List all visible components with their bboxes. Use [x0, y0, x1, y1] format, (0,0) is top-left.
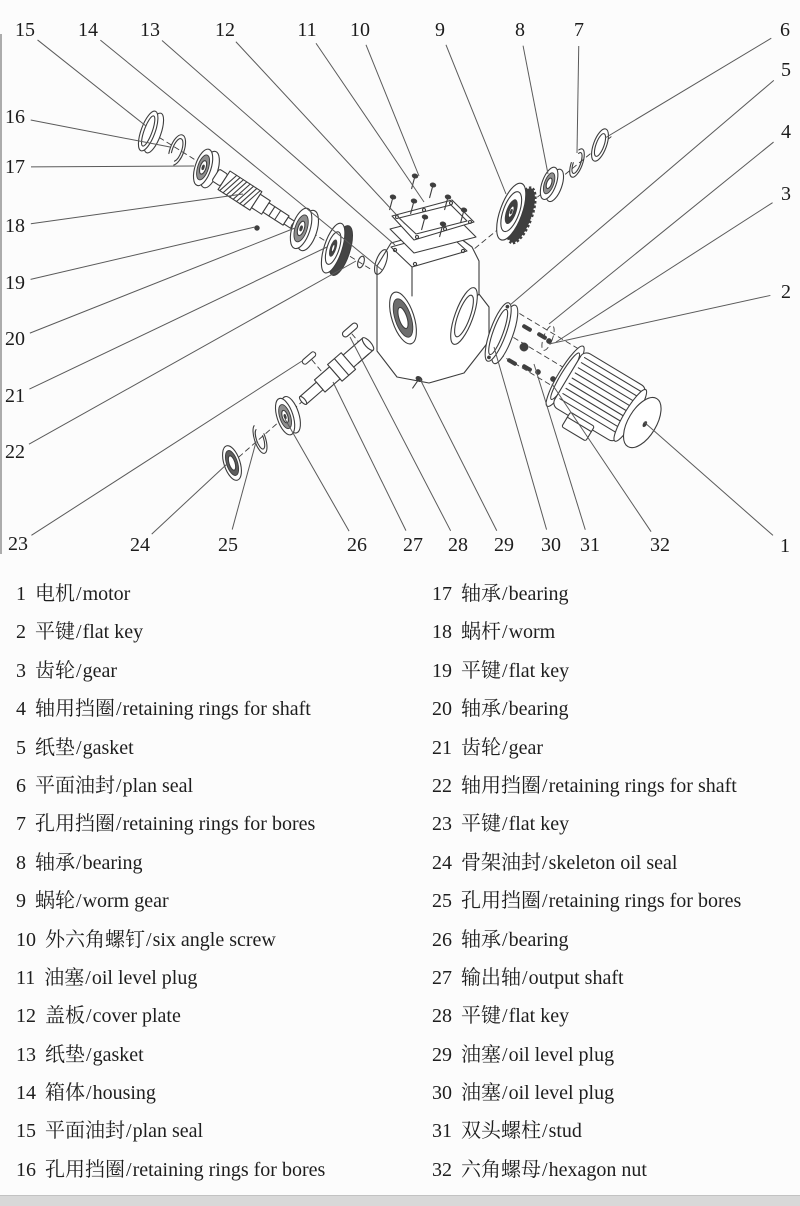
part-name-zh: 电机 [35, 583, 75, 605]
callout-leader-line [556, 203, 773, 342]
callout-leader-line [523, 46, 548, 174]
parts-list-item [16, 1074, 416, 1112]
part-name-zh: 轴承 [461, 698, 501, 721]
part-name-en: motor [82, 583, 131, 605]
callout-leader-line [31, 227, 255, 279]
part-number: 26 [432, 928, 452, 951]
part-name-en: gasket [92, 1043, 144, 1066]
part-name-zh: 纸垫 [35, 736, 75, 759]
part-name-en: stud [548, 1120, 582, 1143]
callout-leader-line [38, 40, 146, 126]
part-name-separator: / [85, 966, 91, 989]
part-name-separator: / [126, 1158, 132, 1181]
part-number: 23 [432, 813, 452, 836]
parts-list-item [16, 805, 416, 843]
part-name-separator: / [86, 1043, 92, 1066]
callout-leader-line [333, 382, 406, 531]
part-name-separator: / [76, 583, 82, 605]
callout-number: 10 [350, 19, 370, 41]
callout-number: 25 [218, 534, 238, 556]
exploded-view-diagram [0, 0, 800, 572]
callout-number: 2 [781, 281, 791, 303]
parts-list-item [432, 1112, 800, 1150]
part-name-zh: 平面油封 [35, 774, 115, 797]
part-number: 17 [432, 583, 452, 605]
part-name-en: bearing [508, 928, 569, 951]
part-number: 30 [432, 1082, 452, 1105]
callout-leader-line [100, 40, 382, 270]
part-name-en: skeleton oil seal [548, 851, 678, 874]
part-name-separator: / [522, 966, 528, 989]
part-name-zh: 轴用挡圈 [35, 698, 115, 721]
parts-list-item [432, 882, 800, 920]
parts-list-item [432, 805, 800, 843]
part-number: 27 [432, 966, 452, 989]
part-name-en: plan seal [122, 774, 194, 797]
parts-list-item [16, 921, 416, 959]
parts-list-item [432, 1036, 800, 1074]
part-name-en: cover plate [92, 1005, 181, 1028]
part-name-en: oil level plug [91, 966, 198, 989]
part-name-en: hexagon nut [548, 1158, 647, 1181]
part-name-separator: / [86, 1082, 92, 1105]
part-number: 6 [16, 774, 26, 797]
part-number: 16 [16, 1158, 36, 1181]
part-number: 21 [432, 736, 452, 759]
part-name-zh: 平键 [35, 621, 75, 644]
callout-leader-line [549, 295, 770, 344]
part-name-zh: 双头螺柱 [461, 1120, 541, 1143]
part-name-en: output shaft [528, 966, 624, 989]
part-name-zh: 孔用挡圈 [35, 813, 115, 836]
parts-list-item [16, 767, 416, 805]
callout-leader-line [31, 194, 243, 224]
retaining-ring-16 [165, 133, 189, 168]
parts-list-item [16, 1112, 416, 1150]
part-name-separator: / [76, 890, 82, 913]
part-name-zh: 轴用挡圈 [461, 774, 541, 797]
part-name-zh: 齿轮 [35, 659, 75, 682]
part-name-separator: / [116, 698, 122, 721]
callout-number: 23 [8, 533, 28, 555]
callout-number: 31 [580, 534, 600, 556]
part-name-en: bearing [508, 698, 569, 721]
skeleton-oil-seal-24 [219, 443, 245, 482]
part-name-en: retaining rings for shaft [122, 698, 311, 721]
part-name-zh: 平键 [461, 659, 501, 682]
callout-number: 5 [781, 59, 791, 81]
callout-number: 19 [5, 272, 25, 294]
part-number: 13 [16, 1043, 36, 1066]
callout-leader-line [420, 379, 497, 531]
parts-list-column-left [16, 575, 416, 1189]
part-number: 28 [432, 1005, 452, 1028]
part-name-en: retaining rings for bores [548, 890, 742, 913]
part-name-separator: / [146, 928, 152, 951]
part-name-separator: / [502, 583, 508, 605]
part-name-zh: 盖板 [45, 1005, 85, 1028]
part-name-separator: / [502, 813, 508, 836]
part-name-en: worm [508, 621, 556, 644]
callout-number: 17 [5, 156, 25, 178]
part-name-en: retaining rings for shaft [548, 774, 737, 797]
callout-leader-line [316, 43, 424, 202]
part-name-en: worm gear [82, 890, 169, 913]
part-number: 31 [432, 1120, 452, 1143]
part-name-en: plan seal [132, 1120, 204, 1143]
callout-number: 32 [650, 534, 670, 556]
callout-leader-line [152, 464, 227, 534]
part-name-en: six angle screw [152, 928, 276, 951]
callout-number: 15 [15, 19, 35, 41]
part-name-en: gear [82, 659, 117, 682]
part-name-zh: 油塞 [461, 1082, 501, 1105]
output-shaft-27 [294, 334, 377, 410]
scan-bottom-band [0, 1195, 800, 1206]
part-name-zh: 齿轮 [461, 736, 501, 759]
parts-list-item [16, 959, 416, 997]
part-name-separator: / [542, 1120, 548, 1143]
callout-number: 9 [435, 19, 445, 41]
part-name-zh: 孔用挡圈 [45, 1158, 125, 1181]
parts-list-item [16, 690, 416, 728]
callout-number: 3 [781, 183, 791, 205]
callout-leader-line [446, 45, 506, 194]
part-name-zh: 平键 [461, 813, 501, 836]
part-name-zh: 轴承 [461, 928, 501, 951]
bearing-8 [537, 165, 567, 204]
part-number: 12 [16, 1005, 36, 1028]
part-name-en: retaining rings for bores [122, 813, 316, 836]
part-name-en: housing [92, 1082, 156, 1105]
parts-list-item [432, 844, 800, 882]
parts-list-item [16, 575, 416, 613]
callout-number: 21 [5, 385, 25, 407]
part-name-en: flat key [508, 659, 570, 682]
callout-number: 12 [215, 19, 235, 41]
parts-list-item [432, 921, 800, 959]
callout-number: 13 [140, 19, 160, 41]
part-name-zh: 骨架油封 [461, 851, 541, 874]
callout-leader-line [29, 261, 356, 444]
part-number: 25 [432, 890, 452, 913]
part-number: 18 [432, 621, 452, 644]
callout-number: 22 [5, 441, 25, 463]
part-number: 4 [16, 698, 26, 721]
part-name-separator: / [116, 774, 122, 797]
parts-list-item [432, 1151, 800, 1189]
part-name-en: bearing [508, 583, 569, 605]
part-name-separator: / [76, 851, 82, 874]
part-name-en: retaining rings for bores [132, 1158, 326, 1181]
part-name-zh: 轴承 [35, 851, 75, 874]
part-name-separator: / [502, 698, 508, 721]
part-name-separator: / [126, 1120, 132, 1143]
part-name-zh: 纸垫 [45, 1043, 85, 1066]
part-name-zh: 六角螺母 [461, 1158, 541, 1181]
plan-seal-6 [588, 127, 612, 163]
callout-number: 11 [297, 19, 317, 41]
parts-list-item [432, 575, 800, 613]
part-name-zh: 平面油封 [45, 1120, 125, 1143]
part-name-en: gear [508, 736, 543, 759]
part-number: 20 [432, 698, 452, 721]
part-name-zh: 油塞 [44, 966, 85, 989]
part-name-separator: / [502, 1005, 508, 1028]
part-name-zh: 蜗轮 [35, 890, 75, 913]
part-name-separator: / [502, 928, 508, 951]
part-name-en: flat key [508, 1005, 570, 1028]
part-number: 15 [16, 1120, 36, 1143]
part-name-en: gasket [82, 736, 134, 759]
callout-number: 6 [780, 19, 790, 41]
part-name-separator: / [76, 736, 82, 759]
callout-leader-line [285, 419, 349, 531]
plan-seal-15 [134, 109, 167, 155]
part-number: 32 [432, 1158, 452, 1181]
parts-list-column-right [432, 575, 800, 1189]
part-name-en: flat key [508, 813, 570, 836]
part-number: 11 [16, 966, 36, 989]
callout-number: 14 [78, 19, 98, 41]
part-name-zh: 轴承 [461, 583, 501, 605]
part-name-separator: / [76, 659, 82, 682]
parts-list-item [16, 729, 416, 767]
parts-list-item [432, 997, 800, 1035]
callout-number: 28 [448, 534, 468, 556]
callout-number: 29 [494, 534, 514, 556]
part-name-separator: / [502, 1043, 508, 1066]
callout-number: 26 [347, 534, 367, 556]
worm-18 [210, 166, 301, 236]
part-name-separator: / [502, 621, 508, 644]
parts-list-item [432, 729, 800, 767]
part-name-separator: / [86, 1005, 92, 1028]
part-number: 7 [16, 813, 26, 836]
part-name-separator: / [76, 621, 82, 644]
parts-list-item [432, 652, 800, 690]
callout-leader-line [29, 247, 327, 389]
callout-leader-line [577, 46, 579, 153]
callout-leader-line [549, 142, 774, 324]
motor-1 [536, 343, 672, 469]
part-number: 2 [16, 621, 26, 644]
part-name-separator: / [502, 736, 508, 759]
worm-gear-9 [491, 180, 543, 248]
callout-leader-line [31, 166, 194, 167]
part-name-separator: / [542, 851, 548, 874]
part-name-zh: 孔用挡圈 [461, 890, 541, 913]
part-number: 1 [16, 583, 26, 605]
part-number: 9 [16, 890, 26, 913]
part-name-zh: 输出轴 [461, 966, 521, 989]
parts-list-item [16, 613, 416, 651]
callout-number: 16 [5, 106, 25, 128]
parts-list-item [16, 1151, 416, 1189]
part-name-separator: / [542, 890, 548, 913]
part-name-zh: 外六角螺钉 [45, 928, 145, 951]
callout-number: 24 [130, 534, 150, 556]
callout-number: 8 [515, 19, 525, 41]
parts-list-item [432, 767, 800, 805]
part-number: 14 [16, 1082, 36, 1105]
callout-number: 18 [5, 215, 25, 237]
part-name-en: oil level plug [508, 1043, 615, 1066]
part-name-zh: 平键 [461, 1005, 501, 1028]
part-name-zh: 箱体 [45, 1082, 85, 1105]
part-name-en: oil level plug [508, 1082, 615, 1105]
parts-list-item [16, 882, 416, 920]
nuts-32 [535, 338, 555, 381]
parts-list [0, 575, 800, 1195]
callout-number: 7 [574, 19, 584, 41]
parts-list-item [432, 1074, 800, 1112]
callout-number: 27 [403, 534, 423, 556]
flat-key-19 [255, 226, 260, 231]
parts-list-item [16, 1036, 416, 1074]
part-name-separator: / [542, 1158, 548, 1181]
flat-key-28 [341, 322, 359, 338]
part-number: 24 [432, 851, 452, 874]
part-number: 10 [16, 928, 36, 951]
parts-list-item [432, 690, 800, 728]
parts-list-item [16, 844, 416, 882]
retaining-ring-22 [356, 255, 365, 268]
parts-list-item [16, 652, 416, 690]
part-number: 5 [16, 736, 26, 759]
part-name-separator: / [502, 1082, 508, 1105]
part-number: 22 [432, 774, 452, 797]
part-name-separator: / [502, 659, 508, 682]
part-number: 8 [16, 851, 26, 874]
part-number: 29 [432, 1043, 452, 1066]
parts-list-item [432, 613, 800, 651]
callout-number: 20 [5, 328, 25, 350]
parts-list-item [16, 997, 416, 1035]
part-name-separator: / [542, 774, 548, 797]
part-name-zh: 油塞 [461, 1043, 501, 1066]
part-name-en: bearing [82, 851, 143, 874]
callout-number: 30 [541, 534, 561, 556]
callout-leader-line [605, 38, 771, 138]
part-name-separator: / [116, 813, 122, 836]
parts-list-item [432, 959, 800, 997]
bearing-26 [272, 394, 305, 437]
part-number: 3 [16, 659, 26, 682]
callout-leader-line [644, 422, 773, 535]
part-number: 19 [432, 659, 452, 682]
part-name-en: flat key [82, 621, 144, 644]
callout-number: 1 [780, 535, 790, 557]
part-name-zh: 蜗杆 [461, 621, 501, 644]
callout-number: 4 [781, 121, 791, 143]
housing-14 [372, 228, 489, 383]
